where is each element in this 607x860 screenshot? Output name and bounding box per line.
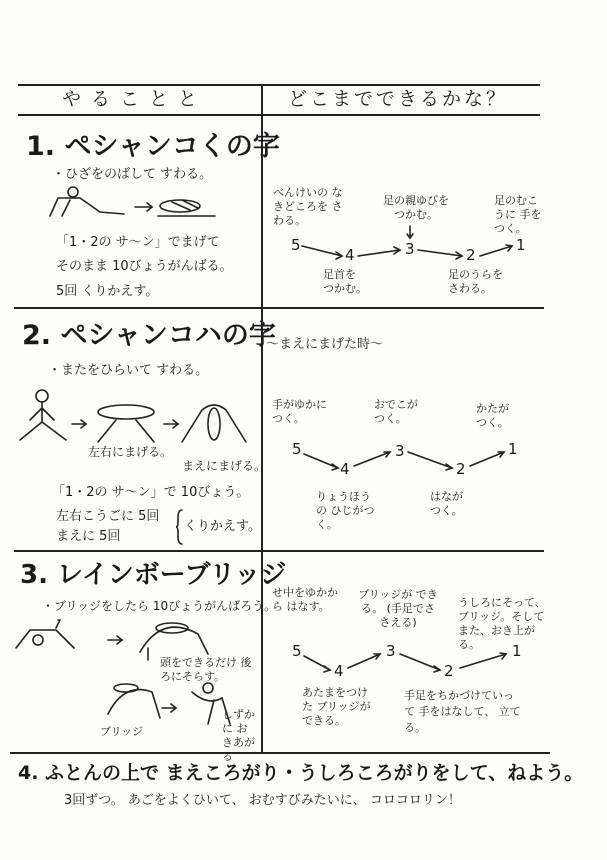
section2-level4: 4 bbox=[340, 460, 350, 478]
section2-step4: まえに 5回 bbox=[56, 529, 121, 544]
section3-level4: 4 bbox=[334, 662, 344, 680]
section1-level3-label: 足の親ゆびを つかむ。 bbox=[383, 194, 449, 221]
section1-level2-label: 足のうらを さわる。 bbox=[448, 268, 503, 295]
header-left: やることと bbox=[62, 88, 208, 110]
header-right: どこまでできるかな？ bbox=[288, 88, 509, 110]
section1-step3: そのまま 10びょうがんばる。 bbox=[56, 259, 233, 274]
section2-level3: 3 bbox=[395, 442, 405, 460]
section1-level1: 1 bbox=[516, 236, 526, 254]
section3-level5: 5 bbox=[292, 642, 302, 660]
section4-text: 3回ずつ。 あごをよくひいて、 おむすびみたいに、 コロコロリン！ bbox=[64, 793, 461, 808]
section2-step3: 左右こうごに 5回 bbox=[56, 509, 160, 524]
section2-step2: 「1・2の サ〜ン」で 10びょう。 bbox=[52, 485, 250, 500]
section2-level5-label: 手がゆかに つく。 bbox=[272, 398, 327, 425]
section3-title: 3. レインボーブリッジ bbox=[20, 560, 287, 590]
section3-level1-label: うしろにそって、 ブリッジ。そして また、おき上がる。 bbox=[458, 596, 546, 651]
section3-caption-bridge: ブリッジ bbox=[100, 725, 144, 738]
section1-step1: ・ひざをのばして すわる。 bbox=[52, 167, 213, 182]
section2-level1: 1 bbox=[508, 440, 518, 458]
section2-level5: 5 bbox=[292, 440, 302, 458]
section3-caption-getup: しずかに おきあがる bbox=[222, 708, 255, 763]
section1-level5: 5 bbox=[291, 236, 301, 254]
section2-level1-label: かたが つく。 bbox=[476, 402, 509, 429]
section2-title: 2. ペシャンコハの字 bbox=[22, 320, 276, 351]
section3-level5-label: せ中をゆかから はなす。 bbox=[272, 586, 338, 613]
section3-step1: ・ブリッジをしたら 10びょうがんばろう。 bbox=[42, 599, 277, 613]
section1-level2: 2 bbox=[466, 246, 476, 264]
section4-title: 4. ふとんの上で まえころがり・うしろころがりをして、ねよう。 bbox=[18, 762, 584, 784]
section2-heading: 〜まえにまげた時〜 bbox=[266, 337, 384, 352]
section1-level5-label: べんけいの なきどころを さわる。 bbox=[273, 186, 343, 227]
section2-level2-label: はなが つく。 bbox=[430, 490, 463, 517]
section2-step5: くりかえす。 bbox=[184, 519, 261, 534]
section2-level2: 2 bbox=[456, 460, 466, 478]
section3-level3-label: ブリッジが できる。 (手足でささえる) bbox=[358, 588, 438, 629]
section1-level4: 4 bbox=[345, 246, 355, 264]
section1-level1-label: 足のむこうに 手をつく。 bbox=[494, 194, 542, 235]
section3-level2: 2 bbox=[444, 662, 454, 680]
section2-level3-label: おでこが つく。 bbox=[374, 398, 418, 425]
section3-caption-head: 頭をできるだけ 後ろにそらす。 bbox=[160, 656, 252, 683]
section1-step2: 「1・2の サ〜ン」でまげて bbox=[56, 235, 220, 250]
section1-level3: 3 bbox=[405, 240, 415, 258]
section2-step1: ・またをひらいて すわる。 bbox=[48, 363, 209, 378]
section1-step4: 5回 くりかえす。 bbox=[56, 284, 159, 299]
section3-level4-label: あたまをつけた ブリッジが できる。 bbox=[302, 686, 371, 727]
section3-level1: 1 bbox=[512, 642, 522, 660]
section1-title: 1. ペシャンコくの字 bbox=[26, 131, 280, 162]
section2-level4-label: りょうほうの ひじがつく。 bbox=[316, 490, 375, 531]
section1-level4-label: 足首を つかむ。 bbox=[323, 268, 367, 295]
section3-level3: 3 bbox=[386, 642, 396, 660]
section2-caption-front: まえにまげる。 bbox=[182, 459, 267, 473]
section3-level2-label: 手足をちかづけていって 手をはなして、 立てる。 bbox=[404, 689, 521, 734]
section2-caption-side: 左右にまげる。 bbox=[88, 445, 173, 459]
